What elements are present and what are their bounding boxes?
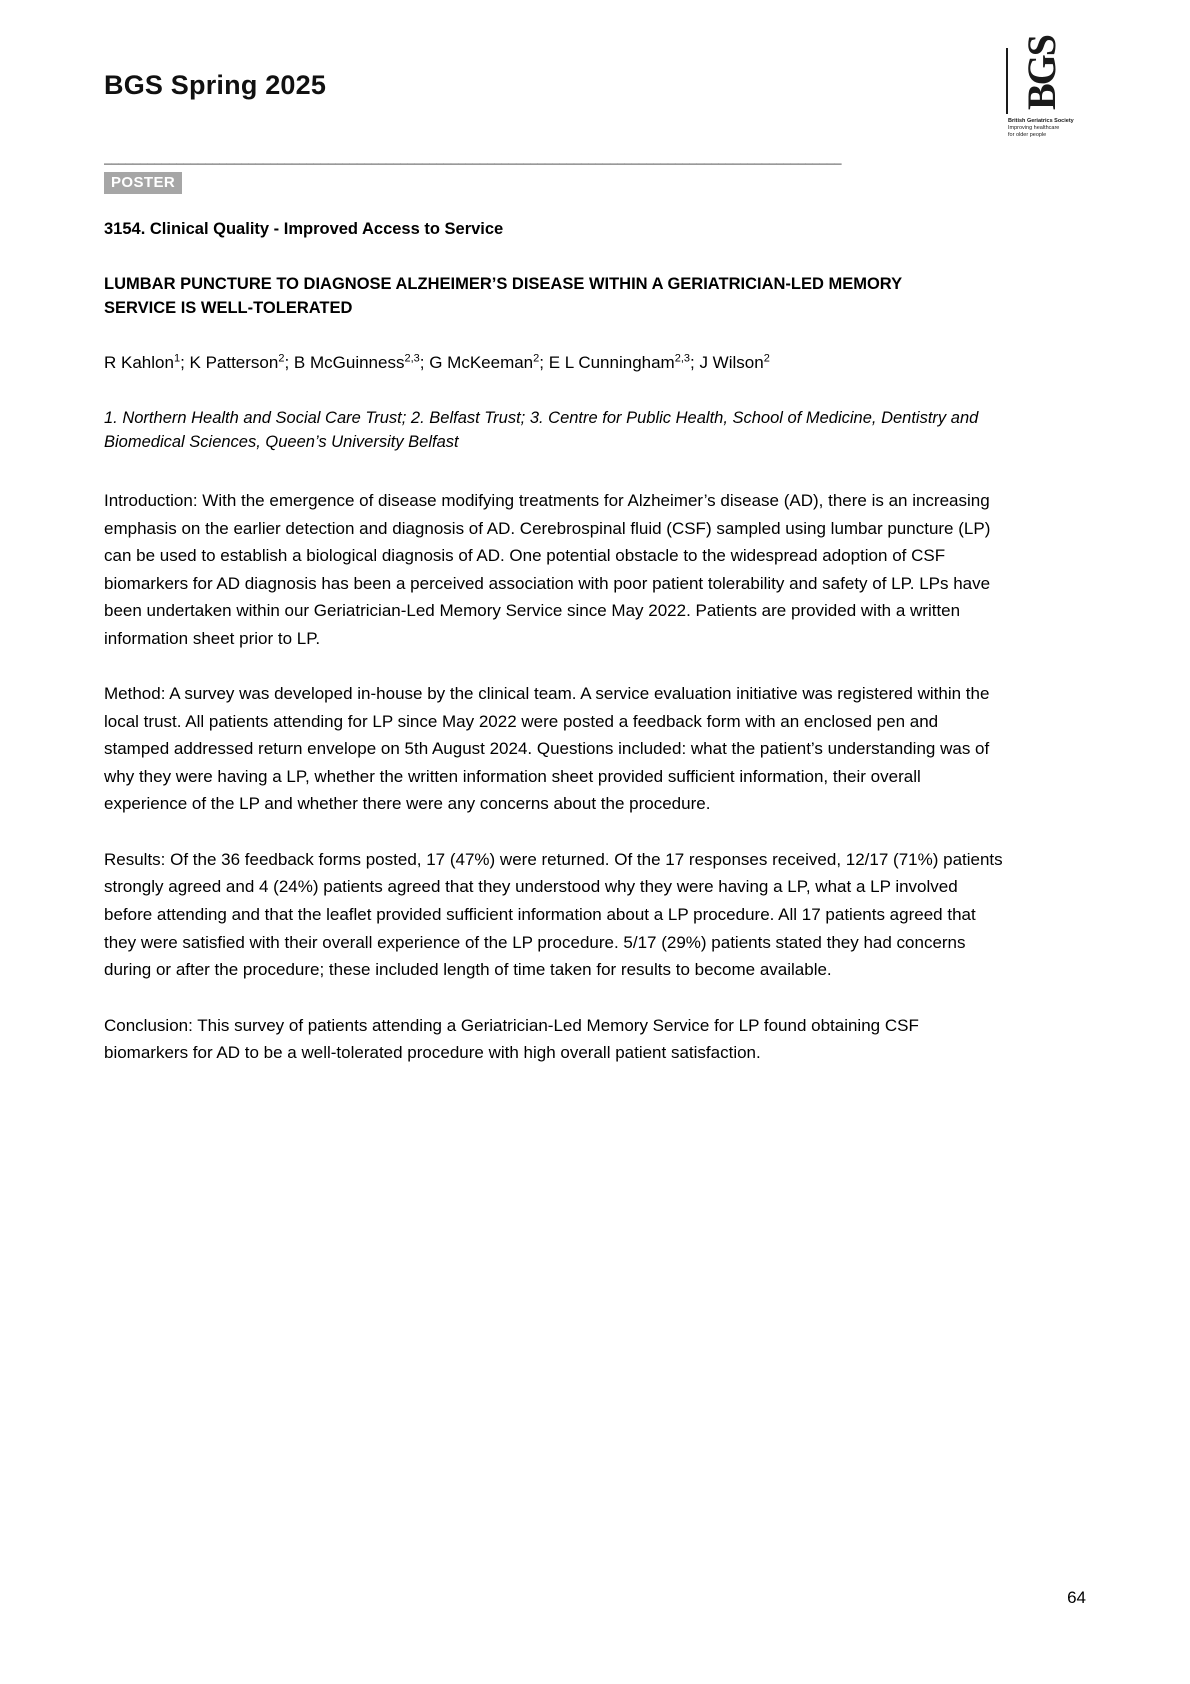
section-results: Results: Of the 36 feedback forms posted, 17 (47%) were returned. Of the 17 responses received, 12/17 (71%) patients strongly agreed and 4 (24%) patients agreed that they understood why they were having a LP, what a LP involved before attending and that the leaflet provided sufficient information about a LP procedure. All 17 patients agreed that they were satisfied with their overall experience of the LP procedure. 5/17 (29%) patients stated they had concerns during or after the procedure; these included length of time taken for results to become available. bbox=[104, 849, 1003, 980]
page-header bbox=[104, 35, 1086, 148]
section-conclusion: Conclusion: This survey of patients attending a Geriatrician-Led Memory Service for LP found obtaining CSF biomarkers for AD to be a well-tolerated procedure with high overall patient satisfaction. bbox=[104, 1015, 919, 1063]
abstract-title: LUMBAR PUNCTURE TO DIAGNOSE ALZHEIMER’S DISEASE WITHIN A GERIATRICIAN-LED MEMORY SERVICE IS WELL-TOLERATED bbox=[104, 275, 902, 318]
logo-subtext bbox=[1008, 118, 1086, 139]
page-number: 64 bbox=[1067, 1588, 1086, 1607]
logo-org-line3: for older people bbox=[1008, 132, 1047, 138]
author-list: R Kahlon$^1$; K Patterson$^2$; B McGuinness$^{2,3}$; G McKeeman$^2$; E L Cunningham$^{2,3}$; J Wilson$^2$ bbox=[104, 352, 770, 372]
logo-letters: BGS bbox=[1019, 35, 1064, 110]
logo-org-line1: British Geriatrics Society bbox=[1008, 118, 1074, 124]
bgs-logo bbox=[1000, 35, 1086, 144]
header-divider: ______________________________________________________________________________________________________ bbox=[104, 150, 842, 165]
status-badge: POSTER bbox=[104, 172, 182, 194]
logo-org-line2: Improving healthcare bbox=[1008, 125, 1060, 131]
page-title: BGS Spring 2025 bbox=[104, 70, 327, 100]
affiliation-list: 1. Northern Health and Social Care Trust; 2. Belfast Trust; 3. Centre for Public Health, School of Medicine, Dentistry and Biomedical Sciences, Queen’s University Belfast bbox=[104, 408, 979, 452]
section-introduction: Introduction: With the emergence of disease modifying treatments for Alzheimer’s disease (AD), there is an increasing emphasis on the earlier detection and diagnosis of AD. Cerebrospinal fluid (CSF) sampled using lumbar puncture (LP) can be used to establish a biological diagnosis of AD. One potential obstacle to the widespread adoption of CSF biomarkers for AD diagnosis has been a perceived association with poor patient tolerability and safety of LP. LPs have been undertaken within our Geriatrician-Led Memory Service since May 2022. Patients are provided with a written information sheet prior to LP. bbox=[104, 491, 991, 648]
section-method: Method: A survey was developed in-house by the clinical team. A service evaluation initiative was registered within the local trust. All patients attending for LP since May 2022 were posted a feedback form with an enclosed pen and stamped addressed return envelope on 5th August 2024. Questions included: what the patient’s understanding was of why they were having a LP, whether the written information sheet provided sufficient information, their overall experience of the LP and whether there were any concerns about the procedure. bbox=[104, 684, 990, 814]
abstract-content bbox=[104, 218, 1004, 1095]
logo-mark bbox=[1006, 35, 1070, 114]
abstract-id-line: 3154. Clinical Quality - Improved Access to Service bbox=[104, 220, 504, 238]
